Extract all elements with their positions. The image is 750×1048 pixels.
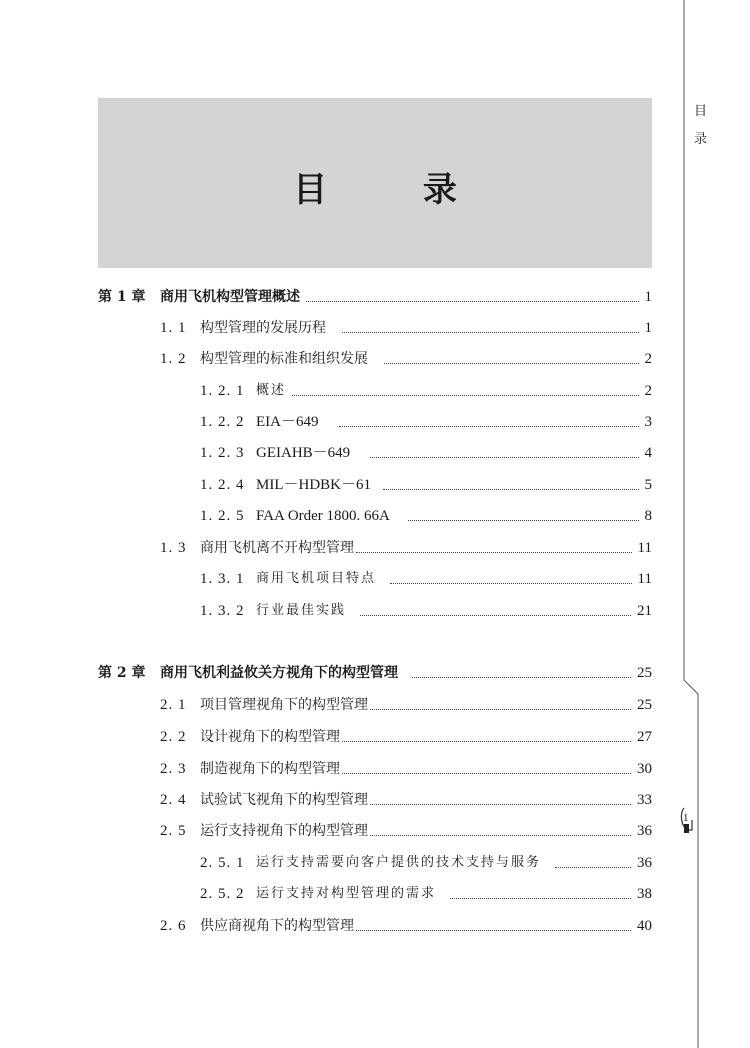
- toc-title: 行业最佳实践: [256, 603, 347, 618]
- toc-entry[interactable]: [160, 820, 652, 842]
- toc-title: 项目管理视角下的构型管理: [200, 697, 368, 713]
- toc-title: GEIAHB－649: [256, 445, 351, 461]
- toc-page: 11: [637, 540, 652, 556]
- toc-entry[interactable]: [160, 348, 652, 370]
- toc-page: 21: [637, 603, 652, 619]
- toc-entry[interactable]: [160, 789, 652, 811]
- toc-page: 5: [644, 477, 652, 493]
- side-label-bottom: 录: [694, 132, 708, 147]
- toc-entry[interactable]: [200, 568, 652, 590]
- page-number: 1: [683, 812, 689, 824]
- toc-entry[interactable]: [200, 442, 652, 464]
- toc-entry[interactable]: [200, 505, 652, 527]
- toc-title: 设计视角下的构型管理: [200, 729, 340, 745]
- toc-title: 运行支持需要向客户提供的技术支持与服务: [256, 855, 542, 870]
- toc-number: 1. 2. 4: [200, 477, 245, 493]
- toc-leader: [292, 395, 638, 396]
- toc-page: 11: [637, 571, 652, 587]
- toc-title: 商用飞机构型管理概述: [160, 289, 300, 305]
- toc-page: 40: [637, 918, 652, 934]
- toc-number: 1. 1: [160, 320, 187, 336]
- toc-entry[interactable]: [200, 852, 652, 874]
- toc-entry[interactable]: [200, 411, 652, 433]
- toc-number: 1. 2. 5: [200, 508, 245, 524]
- toc-leader: [342, 741, 631, 742]
- toc-leader: [383, 489, 639, 490]
- toc-page: 2: [644, 383, 652, 399]
- toc-entry[interactable]: [200, 380, 652, 402]
- toc-leader: [342, 332, 639, 333]
- toc-page: 4: [644, 445, 652, 461]
- toc-leader: [360, 615, 631, 616]
- toc-page: 27: [637, 729, 652, 745]
- toc-number: 1. 2. 2: [200, 414, 245, 430]
- toc-page: 33: [637, 792, 652, 808]
- toc-entry[interactable]: [160, 758, 652, 780]
- toc-entry[interactable]: [200, 883, 652, 905]
- toc-number: 2. 5. 1: [200, 855, 245, 871]
- toc-leader: [390, 583, 632, 584]
- toc-page: 8: [644, 508, 652, 524]
- toc-page: 36: [637, 823, 652, 839]
- toc-number: 1. 3. 2: [200, 603, 245, 619]
- toc-title: 制造视角下的构型管理: [200, 761, 340, 777]
- toc-page: 25: [637, 665, 652, 681]
- toc-number: 第 1 章: [98, 289, 146, 305]
- toc-title: 运行支持视角下的构型管理: [200, 823, 368, 839]
- toc-leader: [370, 835, 631, 836]
- toc-number: 1. 3: [160, 540, 187, 556]
- toc-leader: [356, 930, 631, 931]
- toc-number: 第 2 章: [98, 665, 146, 681]
- toc-entry[interactable]: [160, 726, 652, 748]
- toc-title: 商用飞机离不开构型管理: [200, 540, 354, 556]
- toc-title: 商用飞机项目特点: [256, 571, 377, 586]
- toc-number: 1. 3. 1: [200, 571, 245, 587]
- toc-leader: [384, 363, 639, 364]
- toc-title: 构型管理的发展历程: [200, 320, 326, 336]
- toc-leader: [370, 457, 638, 458]
- toc-title: 试验试飞视角下的构型管理: [200, 792, 368, 808]
- toc-entry[interactable]: [160, 537, 652, 559]
- toc-leader: [370, 804, 631, 805]
- toc-page: 30: [637, 761, 652, 777]
- toc-leader: [555, 867, 631, 868]
- toc-number: 2. 6: [160, 918, 187, 934]
- toc-entry[interactable]: [98, 286, 652, 308]
- toc-leader: [356, 552, 632, 553]
- page-title: 目 录: [293, 170, 499, 210]
- toc-leader: [450, 898, 631, 899]
- toc-title: MIL－HDBK－61: [256, 477, 371, 493]
- side-label-top: 目: [694, 104, 708, 119]
- toc-page: 25: [637, 697, 652, 713]
- toc-page: 2: [644, 351, 652, 367]
- toc-title: EIA－649: [256, 414, 319, 430]
- toc-entry[interactable]: [200, 474, 652, 496]
- toc-page: 1: [644, 289, 652, 305]
- toc-leader: [412, 677, 631, 678]
- toc-leader: [342, 773, 631, 774]
- toc-leader: [370, 709, 631, 710]
- toc-number: 2. 2: [160, 729, 187, 745]
- toc-title: 商用飞机利益攸关方视角下的构型管理: [160, 665, 398, 681]
- toc-number: 2. 4: [160, 792, 187, 808]
- toc-entry[interactable]: [200, 600, 652, 622]
- toc-number: 2. 5: [160, 823, 187, 839]
- toc-number: 1. 2. 3: [200, 445, 245, 461]
- toc-number: 2. 3: [160, 761, 187, 777]
- toc-title: FAA Order 1800. 66A: [256, 508, 390, 524]
- toc-entry[interactable]: [160, 317, 652, 339]
- toc-page: 1: [644, 320, 652, 336]
- toc-title: 构型管理的标准和组织发展: [200, 351, 368, 367]
- toc-leader: [408, 520, 639, 521]
- toc-number: 2. 1: [160, 697, 187, 713]
- toc-page: 36: [637, 855, 652, 871]
- toc-title: 概述: [256, 383, 287, 398]
- toc-leader: [306, 301, 639, 302]
- toc-page: 38: [637, 886, 652, 902]
- toc-entry[interactable]: [160, 915, 652, 937]
- toc-number: 1. 2. 1: [200, 383, 245, 399]
- toc-entry[interactable]: [160, 694, 652, 716]
- toc-leader: [339, 426, 639, 427]
- toc-number: 2. 5. 2: [200, 886, 245, 902]
- toc-entry[interactable]: [98, 662, 652, 684]
- toc-title: 供应商视角下的构型管理: [200, 918, 354, 934]
- toc-number: 1. 2: [160, 351, 187, 367]
- toc-page: 3: [644, 414, 652, 430]
- toc-title: 运行支持对构型管理的需求: [256, 886, 437, 901]
